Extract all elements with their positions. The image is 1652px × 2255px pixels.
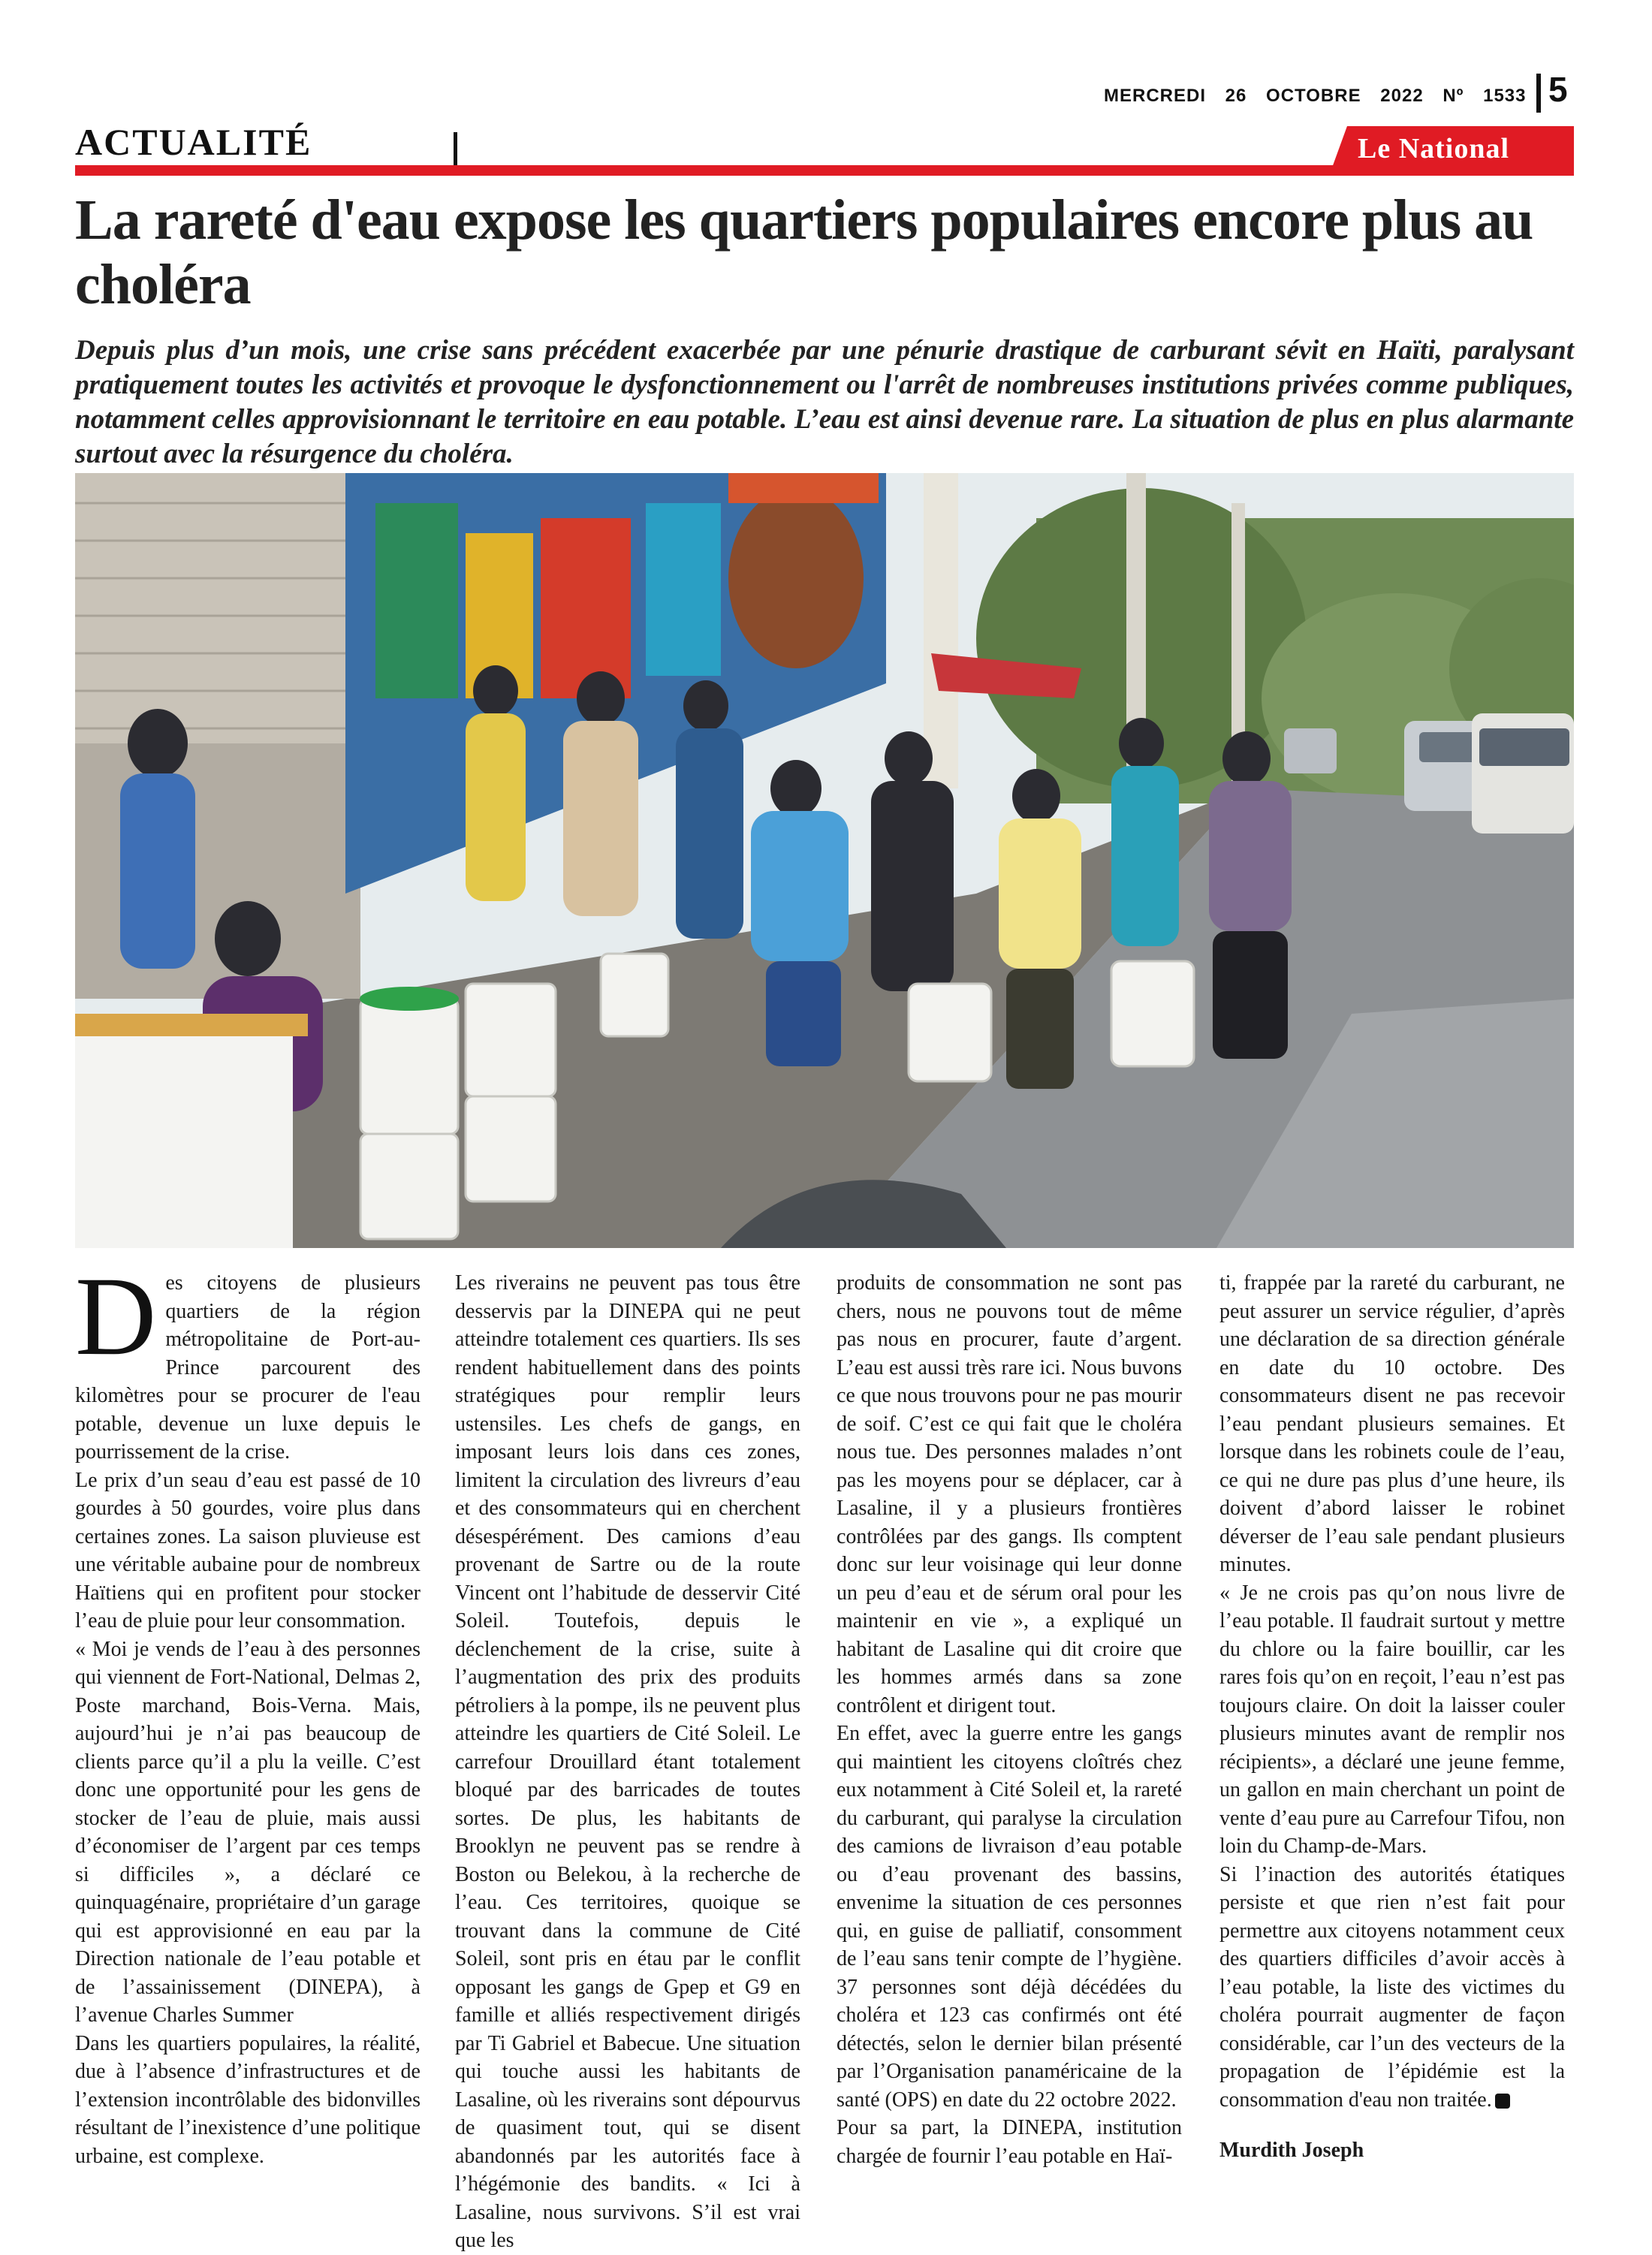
paragraph: ti, frappée par la rareté du carburant, ne peut assurer un service régulier, d’après une déclaration de sa direction générale en date du 10 octobre. Des consommateurs disent ne pas recevoir l’eau pendant plusieurs semaines. Et lorsque dans les robinets coule de l’eau, ce qui ne dure pas plus d’une heure, ils doivent d’abord laisser le robinet déverser de l’eau sale pendant plusieurs minutes. <box>1219 1271 1565 1576</box>
paragraph: Les riverains ne peuvent pas tous être desservis par la DINEPA qui ne peut atteindre totalement ces quartiers. Ils ses rendent habituellement dans des points stratégiques pour remplir leurs ustensiles. Les chefs de gangs, en imposant leurs lois dans ces zones, limitent la circulation des livreurs d’eau et des consommateurs qui en cherchent désespérément. Des camions d’eau provenant de Sartre ou de la route Vincent ont l’habitude de desservir Cité Soleil. Toutefois, depuis le déclenchement de la crise, suite à l’augmentation des prix des produits pétroliers à la pompe, ils ne peuvent plus atteindre les quartiers de Cité Soleil. Le carrefour Drouillard étant totalement bloqué par des barricades de toutes sortes. De plus, les habitants de Brooklyn ne peuvent pas se rendre à Boston ou Belekou, à la recherche de l’eau. Ces territoires, quoique se trouvant dans la commune de Cité Soleil, sont pris en étau par le conflit opposant les gangs de Gpep et G9 en famille et alliés respectivement dirigés par Ti Gabriel et Babecue. Une situation qui touche aussi les habitants de Lasaline, où les riverains sont dépourvus de quasiment tout, qui se disent abandonnés par les autorités face à l’hégémonie des bandits. « Ici à Lasaline, nous survivons. S’il est vrai que les <box>455 1271 800 2252</box>
article-column-4 <box>1219 1269 1565 2165</box>
paragraph: « Je ne crois pas qu’on nous livre de l’eau potable. Il faudrait surtout y mettre du chlore ou la faire bouillir, car les rares fois qu’on en reçoit, l’eau n’est pas toujours claire. On doit la laisser couler plusieurs minutes avant de remplir nos récipients», a déclaré une jeune femme, un gallon en main cherchant un point de vente d’eau pure au Carrefour Tifou, non loin du Champ-de-Mars. <box>1219 1581 1565 1858</box>
drop-cap: D <box>75 1254 157 1379</box>
article-column-2 <box>455 1269 800 2255</box>
paragraph: Le prix d’un seau d’eau est passé de 10 gourdes à 50 gourdes, voire plus dans certaines zones. La saison pluvieuse est une véritable aubaine pour de nombreux Haïtiens qui en profitent pour stocker l’eau de pluie pour leur consommation. <box>75 1468 421 1632</box>
section-separator <box>454 132 457 165</box>
issue-date-line: MERCREDI 26 OCTOBRE 2022 Nº 1533 <box>1104 86 1527 106</box>
paragraph: produits de consommation ne sont pas chers, nous ne pouvons tout de même pas nous en procurer, faute d’argent. L’eau est aussi très rare ici. Nous buvons ce que nous trouvons pour ne pas mourir de soif. C’est ce qui fait que le choléra nous tue. Des personnes malades n’ont pas les moyens pour se déplacer, car à Lasaline, il y a plusieurs frontières contrôlées par des gangs. Ils comptent donc sur leur voisinage qui leur donne un peu d’eau et de sérum oral pour les maintenir en vie », a expliqué un habitant de Lasaline qui dit croire que les hommes armés dans sa zone contrôlent et dirigent tout. <box>837 1271 1182 1717</box>
paragraph-text: Si l’inaction des autorités étatiques persiste et que rien n’est fait pour permettre aux citoyens notamment ceux des quartiers difficiles d’avoir accès à l’eau potable, la liste des victimes du choléra pourrait augmenter de façon considérable, car l’un des vecteurs de la propagation de l’épidémie est la consommation d'eau non traitée. <box>1219 1862 1565 2112</box>
paragraph: « Moi je vends de l’eau à des personnes qui viennent de Fort-National, Delmas 2, Poste marchand, Bois-Verna. Mais, aujourd’hui je n’ai pas beaucoup de clients parce qu’il a plu la veille. C’est donc une opportunité pour les gens de stocker de l’eau de pluie, mais aussi d’économiser de l’argent par ces temps si difficiles », a déclaré ce quinquagénaire, propriétaire d’un garage qui est approvisionné en eau par la Direction nationale de l’eau potable et de l’assainissement (DINEPA), à l’avenue Charles Summer <box>75 1637 421 2027</box>
article-column-1 <box>75 1254 421 2170</box>
article-column-3 <box>837 1269 1182 2170</box>
article-photo <box>75 473 1574 1248</box>
paragraph: En effet, avec la guerre entre les gangs qui maintient les citoyens cloîtrés chez eux notamment à Cité Soleil et, la rareté du carburant, qui paralyse la circulation des camions de livraison d’eau potable ou d’eau provenant des bassins, envenime la situation de ces personnes qui, en guise de palliatif, consomment de l’eau sans tenir compte de l’hygiène. 37 personnes sont déjà décédées du choléra et 123 cas confirmés ont été détectés, selon le dernier bilan présenté par l’Organisation panaméricaine de la santé (OPS) en date du 22 octobre 2022. <box>837 1722 1182 2112</box>
page-number-divider <box>1536 74 1541 113</box>
paragraph: Pour sa part, la DINEPA, institution chargée de fournir l’eau potable en Haï- <box>837 2116 1182 2168</box>
paragraph <box>1219 1861 1565 2115</box>
page-number: 5 <box>1548 70 1568 109</box>
newspaper-brand: Le National <box>1358 133 1510 164</box>
paragraph: es citoyens de plusieurs quartiers de la région métropolitaine de Port-au-Prince parcourent des kilomètres pour se procurer de l'eau potable, devenue un luxe depuis le pourrissement de la crise. <box>75 1271 421 1464</box>
article-lead: Depuis plus d’un mois, une crise sans précédent exacerbée par une pénurie drastique de carburant sévit en Haïti, paralysant pratiquement toutes les activités et provoque le dysfonctionnement ou l'arrêt de nombreuses institutions privées comme publiques, notamment celles approvisionnant le territoire en eau potable. L’eau est ainsi devenue rare. La situation de plus en plus alarmante surtout avec la résurgence du choléra. <box>75 335 1574 469</box>
article-headline: La rareté d'eau expose les quartiers populaires encore plus au choléra <box>75 188 1533 316</box>
article-author: Murdith Joseph <box>1219 2139 1364 2162</box>
end-of-article-icon <box>1495 2094 1510 2109</box>
section-label: ACTUALITÉ <box>75 121 312 163</box>
paragraph: Dans les quartiers populaires, la réalité, due à l’absence d’infrastructures et de l’extension incontrôlable des bidonvilles résultant de l’inexistence d’une politique urbaine, est complexe. <box>75 2031 421 2168</box>
